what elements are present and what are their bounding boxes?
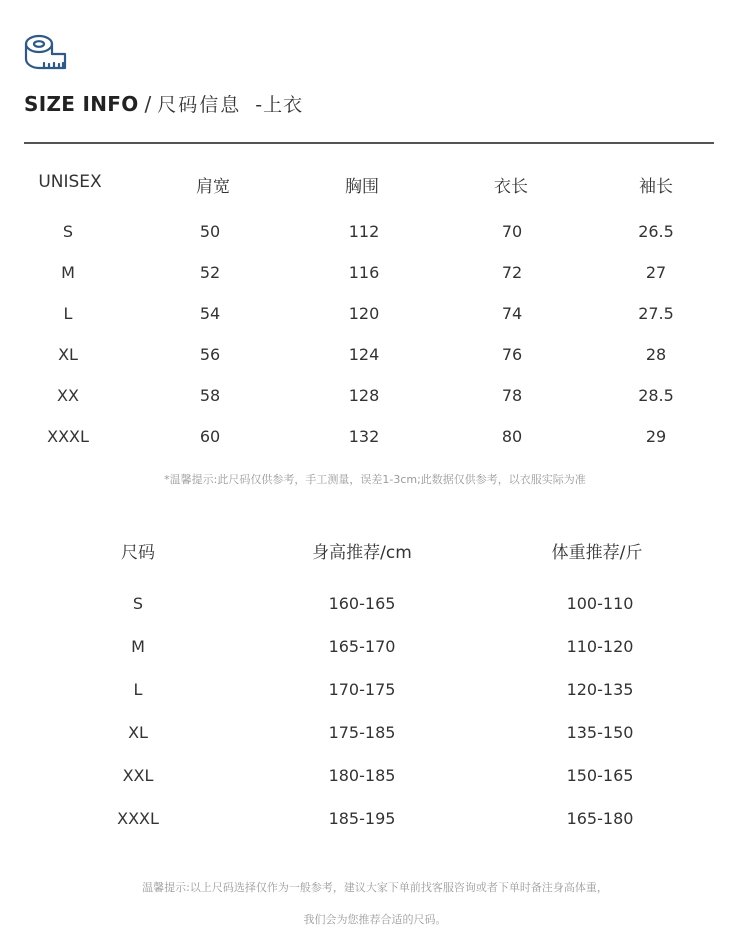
table-cell: 185-195 <box>328 809 396 828</box>
table-cell: 27 <box>645 263 667 282</box>
table-cell: 60 <box>199 427 221 446</box>
table-cell: 28.5 <box>638 386 674 405</box>
table-cell: 175-185 <box>328 723 396 742</box>
table-cell: 56 <box>199 345 221 364</box>
table-cell: 120 <box>348 304 380 323</box>
table-cell: 80 <box>501 427 523 446</box>
table-cell: M <box>61 263 75 282</box>
table-cell: XXL <box>122 766 154 785</box>
column-header: 胸围 <box>345 177 379 197</box>
table-cell: 70 <box>501 222 523 241</box>
table-cell: 112 <box>348 222 380 241</box>
table-cell: 52 <box>199 263 221 282</box>
table-cell: 165-170 <box>328 637 396 656</box>
table-cell: 180-185 <box>328 766 396 785</box>
tape-measure-icon <box>22 32 68 76</box>
footer-note-line-1: 温馨提示:以上尺码选择仅作为一般参考，建议大家下单前找客服咨询或者下单时备注身高体重， <box>142 881 608 894</box>
table-cell: XL <box>128 723 148 742</box>
table-cell: S <box>132 594 144 613</box>
column-header: 衣长 <box>494 177 528 197</box>
table-cell: 160-165 <box>328 594 396 613</box>
table-cell: 128 <box>348 386 380 405</box>
column-header: 袖长 <box>639 177 673 197</box>
table-cell: 76 <box>501 345 523 364</box>
table-cell: 165-180 <box>566 809 634 828</box>
table-cell: 170-175 <box>328 680 396 699</box>
title-sub: -上衣 <box>255 94 304 116</box>
table-cell: 74 <box>501 304 523 323</box>
table-cell: 100-110 <box>566 594 634 613</box>
title-slash: / <box>144 92 152 116</box>
table-cell: 27.5 <box>638 304 674 323</box>
table-cell: XL <box>58 345 78 364</box>
table-cell: XX <box>57 386 79 405</box>
table-cell: S <box>62 222 74 241</box>
table-cell: 110-120 <box>566 637 634 656</box>
header-divider <box>24 142 714 144</box>
table-cell: 72 <box>501 263 523 282</box>
table-cell: 132 <box>348 427 380 446</box>
table-cell: 29 <box>645 427 667 446</box>
table-cell: XXXL <box>47 427 89 446</box>
table-cell: 78 <box>501 386 523 405</box>
measurement-note: *温馨提示:此尺码仅供参考，手工测量，误差1-3cm;此数据仅供参考，以衣服实际为准 <box>164 473 586 486</box>
title-en: SIZE INFO <box>24 92 139 116</box>
table-cell: 54 <box>199 304 221 323</box>
title-cn: 尺码信息 <box>157 94 242 116</box>
table-cell: L <box>133 680 143 699</box>
column-header: 尺码 <box>121 543 155 563</box>
table-cell: 120-135 <box>566 680 634 699</box>
column-header: 体重推荐/斤 <box>551 543 643 563</box>
table-cell: 150-165 <box>566 766 634 785</box>
table-cell: 135-150 <box>566 723 634 742</box>
table-cell: XXXL <box>117 809 159 828</box>
table-cell: 50 <box>199 222 221 241</box>
table-cell: 26.5 <box>638 222 674 241</box>
table-cell: M <box>131 637 145 656</box>
page-title <box>24 90 303 120</box>
footer-note-line-2: 我们会为您推荐合适的尺码。 <box>303 913 447 926</box>
column-header: 身高推荐/cm <box>312 543 412 563</box>
column-header: UNISEX <box>38 172 102 192</box>
table-cell: 124 <box>348 345 380 364</box>
table-cell: L <box>63 304 73 323</box>
column-header: 肩宽 <box>196 177 230 197</box>
table-cell: 28 <box>645 345 667 364</box>
table-cell: 58 <box>199 386 221 405</box>
table-cell: 116 <box>348 263 380 282</box>
